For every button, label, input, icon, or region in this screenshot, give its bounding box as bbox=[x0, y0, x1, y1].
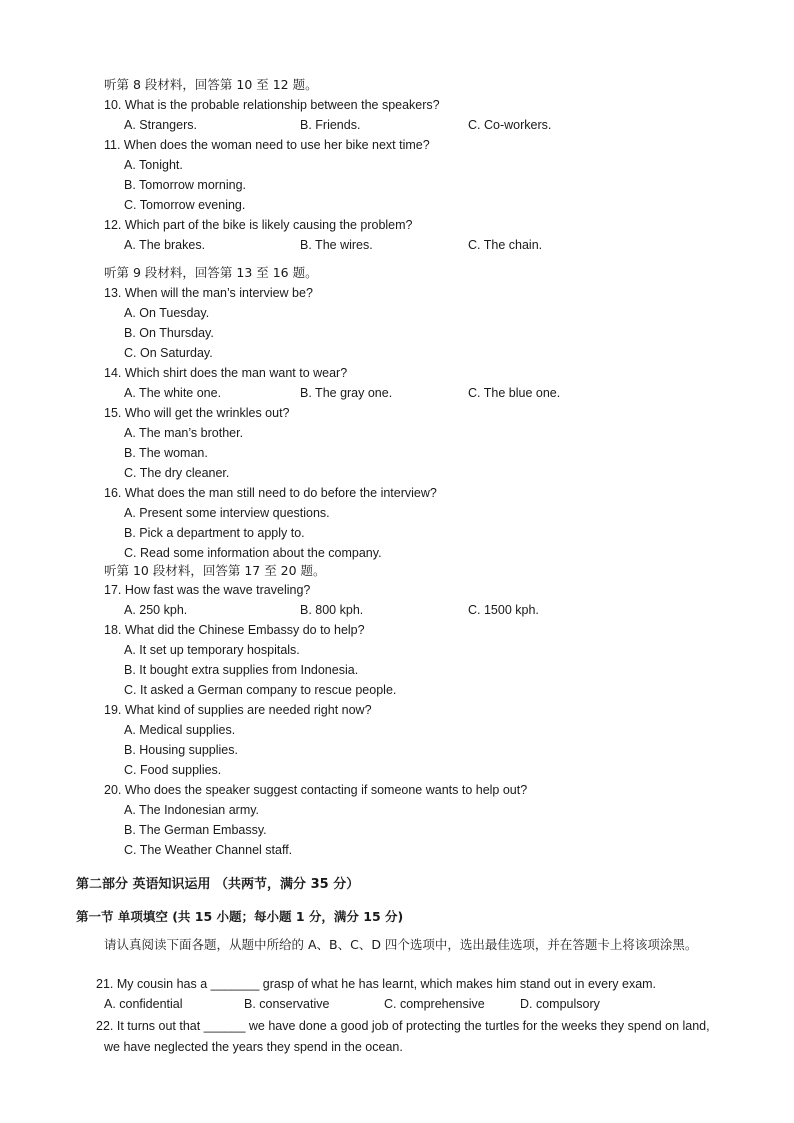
question-14-option-a: A. The white one. bbox=[124, 386, 222, 400]
question-15-stem: 15. Who will get the wrinkles out? bbox=[104, 406, 290, 420]
question-16-option-b: B. Pick a department to apply to. bbox=[124, 526, 305, 540]
section-heading-8: 听第 8 段材料，回答第 10 至 12 题。 bbox=[104, 77, 318, 92]
question-16-option-c: C. Read some information about the company. bbox=[124, 546, 382, 560]
question-21-option-b: B. conservative bbox=[244, 997, 330, 1011]
question-12-option-c: C. The chain. bbox=[468, 238, 543, 252]
question-10-option-b: B. Friends. bbox=[300, 118, 361, 132]
question-22-stem-line-1: 22. It turns out that ______ we have done a good job of protecting the turtles for the weeks they spend on land, bbox=[96, 1019, 710, 1033]
question-21-option-c: C. comprehensive bbox=[384, 997, 485, 1011]
question-11-stem: 11. When does the woman need to use her bike next time? bbox=[104, 138, 430, 152]
question-14-option-c: C. The blue one. bbox=[468, 386, 561, 400]
question-18-option-a: A. It set up temporary hospitals. bbox=[124, 643, 300, 657]
question-17-option-a: A. 250 kph. bbox=[124, 603, 188, 617]
section-1-title: 第一节 单项填空 (共 15 小题；每小题 1 分，满分 15 分) bbox=[76, 909, 404, 924]
question-13-option-a: A. On Tuesday. bbox=[124, 306, 210, 320]
question-10-stem: 10. What is the probable relationship between the speakers? bbox=[104, 98, 440, 112]
question-20-option-b: B. The German Embassy. bbox=[124, 823, 267, 837]
instructions-paragraph: 请认真阅读下面各题，从题中所给的 A、B、C、D 四个选项中，选出最佳选项，并在答题卡上将该项涂黑。 bbox=[104, 937, 698, 952]
question-17-stem: 17. How fast was the wave traveling? bbox=[104, 583, 311, 597]
question-21-option-a: A. confidential bbox=[104, 997, 183, 1011]
question-15-option-b: B. The woman. bbox=[124, 446, 208, 460]
question-12-stem: 12. Which part of the bike is likely causing the problem? bbox=[104, 218, 413, 232]
question-11-option-c: C. Tomorrow evening. bbox=[124, 198, 246, 212]
question-20-option-a: A. The Indonesian army. bbox=[124, 803, 260, 817]
question-15-option-c: C. The dry cleaner. bbox=[124, 466, 230, 480]
question-18-stem: 18. What did the Chinese Embassy do to help? bbox=[104, 623, 365, 637]
question-12-option-b: B. The wires. bbox=[300, 238, 373, 252]
question-11-option-a: A. Tonight. bbox=[124, 158, 183, 172]
question-19-option-a: A. Medical supplies. bbox=[124, 723, 236, 737]
question-10-option-a: A. Strangers. bbox=[124, 118, 197, 132]
question-13-option-c: C. On Saturday. bbox=[124, 346, 213, 360]
question-13-option-b: B. On Thursday. bbox=[124, 326, 214, 340]
question-16-option-a: A. Present some interview questions. bbox=[124, 506, 330, 520]
question-16-stem: 16. What does the man still need to do before the interview? bbox=[104, 486, 437, 500]
question-17-option-b: B. 800 kph. bbox=[300, 603, 364, 617]
question-17-option-c: C. 1500 kph. bbox=[468, 603, 539, 617]
question-19-option-b: B. Housing supplies. bbox=[124, 743, 238, 757]
question-15-option-a: A. The man’s brother. bbox=[124, 426, 244, 440]
question-18-option-c: C. It asked a German company to rescue people. bbox=[124, 683, 397, 697]
question-19-option-c: C. Food supplies. bbox=[124, 763, 222, 777]
question-11-option-b: B. Tomorrow morning. bbox=[124, 178, 247, 192]
question-22-stem-line-2: we have neglected the years they spend in the ocean. bbox=[104, 1040, 403, 1054]
part-2-title: 第二部分 英语知识运用 （共两节，满分 35 分） bbox=[76, 877, 360, 892]
question-21-option-d: D. compulsory bbox=[520, 997, 600, 1011]
question-14-option-b: B. The gray one. bbox=[300, 386, 393, 400]
question-21-stem: 21. My cousin has a _______ grasp of what he has learnt, which makes him stand out in every exam. bbox=[96, 977, 657, 991]
section-heading-10: 听第 10 段材料，回答第 17 至 20 题。 bbox=[104, 563, 326, 578]
question-13-stem: 13. When will the man’s interview be? bbox=[104, 286, 313, 300]
section-heading-9: 听第 9 段材料，回答第 13 至 16 题。 bbox=[104, 265, 318, 280]
question-12-option-a: A. The brakes. bbox=[124, 238, 206, 252]
question-18-option-b: B. It bought extra supplies from Indonesia. bbox=[124, 663, 359, 677]
question-20-stem: 20. Who does the speaker suggest contacting if someone wants to help out? bbox=[104, 783, 528, 797]
question-20-option-c: C. The Weather Channel staff. bbox=[124, 843, 293, 857]
question-19-stem: 19. What kind of supplies are needed right now? bbox=[104, 703, 372, 717]
question-10-option-c: C. Co-workers. bbox=[468, 118, 552, 132]
question-14-stem: 14. Which shirt does the man want to wear? bbox=[104, 366, 348, 380]
